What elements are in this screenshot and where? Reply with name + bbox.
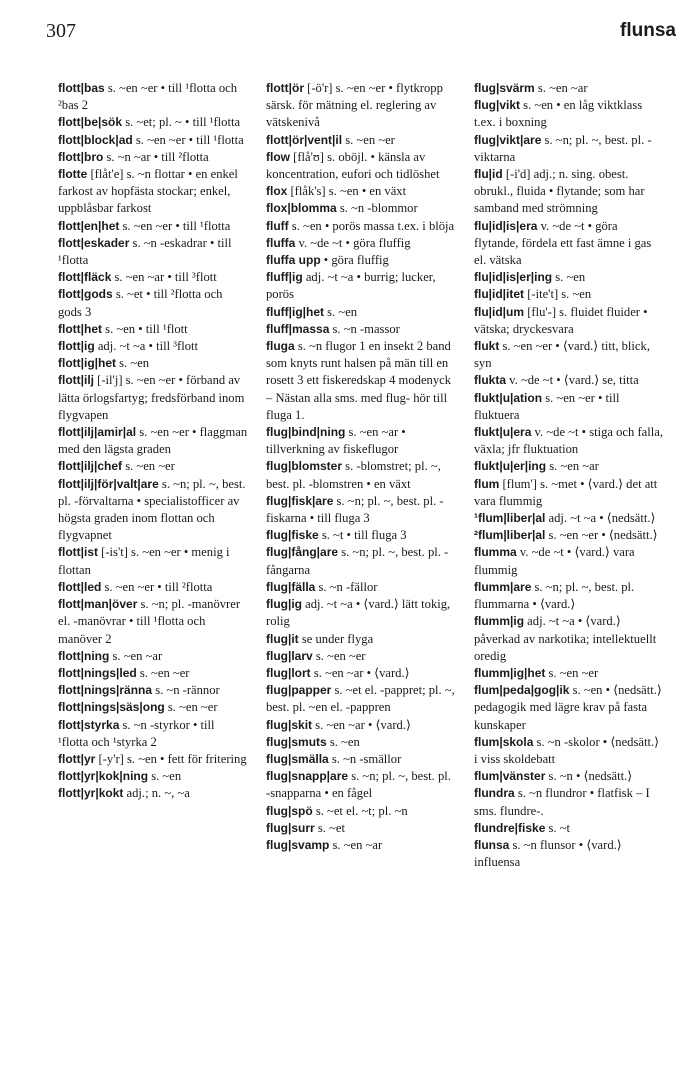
entry-definition: s. ~en ~ar • ⟨vard.⟩ — [310, 665, 410, 680]
entry-headword: flug|blomster — [266, 459, 343, 474]
dictionary-entry — [58, 372, 248, 424]
dictionary-entry — [266, 665, 456, 682]
entry-headword: flukt|u|er|ing — [474, 459, 547, 474]
entry-definition: s. ~et el. ~t; pl. ~n — [312, 803, 408, 818]
entry-headword: flott|ilj|för|valt|are — [58, 476, 159, 491]
entry-definition: s. ~et; pl. ~ • till ¹flotta — [122, 115, 241, 130]
entry-headword: flug|surr — [266, 820, 315, 835]
entry-headword: flug|smälla — [266, 751, 329, 766]
entry-headword: flott|ilj|amir|al — [58, 425, 137, 440]
entry-definition: s. ~et — [314, 820, 345, 835]
entry-definition: s. ~en ~er — [342, 132, 395, 147]
dictionary-entry — [58, 114, 248, 131]
dictionary-entry — [58, 132, 248, 149]
dictionary-entry — [58, 218, 248, 235]
entry-headword: flott|ig|het — [58, 356, 117, 371]
entry-definition: [-il'j] s. ~en ~er • förband av lätta örlogsfartyg; fredsförband inom flygvapen — [58, 373, 245, 422]
column-left — [58, 80, 248, 871]
dictionary-entry — [474, 613, 664, 665]
entry-headword: flott|ist — [58, 545, 99, 560]
dictionary-entry — [58, 355, 248, 372]
entry-definition: s. ~en • till ¹flott — [102, 321, 188, 336]
dictionary-entry — [266, 424, 456, 458]
entry-definition: s. ~n -massor — [329, 321, 400, 336]
entry-headword: flumma — [474, 545, 517, 560]
entry-definition: adj. ~t ~a • till ³flott — [94, 339, 198, 354]
entry-definition: s. ~en ~ar • tillverkning av fiskeflugor — [266, 425, 406, 457]
entry-definition: s. ~t • till fluga 3 — [318, 528, 407, 543]
entry-definition: [-is't] s. ~en ~er • menig i flottan — [58, 545, 230, 577]
entry-headword: flott|ig — [58, 339, 95, 354]
dictionary-entry — [474, 372, 664, 389]
entry-definition: s. ~en ~er • till ¹flotta — [132, 132, 244, 147]
entry-definition: adj. ~t ~a • ⟨vard.⟩ påverkad av narkotika; intellektuellt oredig — [474, 614, 657, 663]
entry-headword: flum|vänster — [474, 769, 546, 784]
dictionary-entry — [474, 338, 664, 372]
entry-headword: flott|gods — [58, 287, 113, 302]
dictionary-entry — [58, 648, 248, 665]
entry-definition: se under flyga — [298, 631, 374, 646]
entry-headword: flott|yr|kok|ning — [58, 769, 149, 784]
entry-headword: flug|vikt|are — [474, 132, 542, 147]
dictionary-entry — [266, 837, 456, 854]
entry-headword: flott|led — [58, 579, 102, 594]
dictionary-entry — [266, 544, 456, 578]
dictionary-entry — [58, 321, 248, 338]
entry-headword: flumm|are — [474, 579, 532, 594]
entry-headword: flu|id|is|era — [474, 218, 538, 233]
entry-headword: flundre|fiske — [474, 820, 546, 835]
entry-definition: adj. ~t ~a • burrig; lucker, porös — [266, 270, 436, 302]
entry-definition: [flu'-] s. fluidet fluider • vätska; dryckesvara — [474, 304, 648, 336]
dictionary-entry — [266, 235, 456, 252]
dictionary-entry — [474, 665, 664, 682]
entry-definition: s. ~n flugor 1 en insekt 2 band som knyts runt halsen på män till en rosett 3 ett fiskeredskap 4 modenyck – Nästan alla sms. med flug- hör till fluga 1. — [266, 339, 452, 422]
entry-headword: flug|papper — [266, 683, 332, 698]
dictionary-entry — [266, 682, 456, 716]
entry-headword: flott|yr — [58, 751, 96, 766]
dictionary-entry — [266, 149, 456, 183]
entry-headword: flukt|u|ation — [474, 390, 543, 405]
dictionary-entry — [58, 476, 248, 545]
entry-definition: s. ~en ~ar • ⟨vard.⟩ — [312, 717, 411, 732]
entry-definition: s. ~en ~er • ⟨nedsätt.⟩ — [545, 528, 658, 543]
entry-headword: flum|skola — [474, 734, 534, 749]
dictionary-entry — [474, 837, 664, 871]
entry-definition: [-ite't] s. ~en — [524, 287, 592, 302]
dictionary-entry — [266, 803, 456, 820]
entry-definition: s. ~n ~ar • till ²flotta — [103, 149, 209, 164]
entry-definition: s. ~en ~er • till ²flotta — [101, 579, 213, 594]
entry-headword: flotte — [58, 167, 88, 182]
dictionary-entry — [58, 286, 248, 320]
dictionary-entry — [266, 304, 456, 321]
dictionary-entry — [474, 218, 664, 270]
entry-headword: flumm|ig|het — [474, 665, 546, 680]
entry-headword: flu|id|um — [474, 304, 525, 319]
entry-headword: ²flum|liber|al — [474, 528, 546, 543]
entry-definition: s. ~n flundror • flatfisk – I sms. flundre-. — [474, 786, 650, 818]
dictionary-entry — [474, 304, 664, 338]
entry-definition: s. ~en ~er • ⟨vard.⟩ titt, blick, syn — [474, 339, 650, 371]
dictionary-entry — [474, 785, 664, 819]
page-number: 307 — [46, 20, 76, 42]
entry-headword: flug|svärm — [474, 81, 535, 95]
entry-headword: flukt — [474, 339, 500, 354]
dictionary-entry — [58, 665, 248, 682]
entry-definition: s. ~n -skolor • ⟨nedsätt.⟩ i viss skoldebatt — [474, 734, 660, 766]
entry-headword: flott|en|het — [58, 218, 120, 233]
dictionary-entry — [474, 768, 664, 785]
entry-headword: fluffa upp — [266, 253, 321, 268]
entry-headword: flug|skit — [266, 717, 313, 732]
entry-definition: s. ~n -blommor — [336, 201, 418, 216]
entry-headword: flug|vikt — [474, 98, 521, 113]
entry-definition: s. ~en ~ar — [109, 648, 163, 663]
entry-headword: fluff|ig|het — [266, 304, 325, 319]
entry-headword: flott|nings|säs|ong — [58, 700, 165, 715]
entry-definition: s. ~n; pl. ~, best. pl. flummarna • ⟨vard.⟩ — [474, 579, 635, 612]
dictionary-entry — [474, 132, 664, 166]
entry-definition: [flåt'e] s. ~n flottar • en enkel farkost av hopfästa stockar; enkel, uppblåsbar farkost — [58, 167, 238, 216]
dictionary-entry — [266, 338, 456, 424]
entry-headword: flug|ig — [266, 597, 303, 612]
column-right — [474, 80, 664, 871]
entry-definition: s. ~en ~er — [136, 665, 190, 680]
dictionary-entry — [474, 544, 664, 578]
dictionary-entry — [474, 424, 664, 458]
entry-headword: flott|eskader — [58, 235, 130, 250]
entry-headword: flott|nings|led — [58, 665, 137, 680]
entry-headword: fluffa — [266, 235, 296, 250]
dictionary-entry — [58, 785, 248, 802]
dictionary-entry — [58, 166, 248, 218]
entry-definition: s. ~en ~er — [164, 700, 218, 715]
dictionary-entry — [474, 390, 664, 424]
dictionary-entry — [474, 527, 664, 544]
dictionary-entry — [474, 579, 664, 613]
dictionary-entry — [266, 648, 456, 665]
dictionary-entry — [474, 682, 664, 734]
entry-definition: s. ~en • ⟨nedsätt.⟩ pedagogik med lägre krav på fasta kunskaper — [474, 683, 662, 732]
entry-headword: flum — [474, 476, 500, 491]
entry-headword: flott|het — [58, 321, 103, 336]
entry-headword: flug|larv — [266, 648, 313, 663]
entry-definition: s. ~en — [552, 270, 586, 285]
entry-definition: adj.; n. ~, ~a — [123, 786, 190, 801]
dictionary-entry — [266, 252, 456, 269]
dictionary-entry — [474, 510, 664, 527]
entry-headword: flukta — [474, 373, 507, 388]
entry-headword: flott|man|över — [58, 597, 138, 612]
entry-definition: v. ~de ~t • göra fluffig — [295, 235, 411, 250]
dictionary-entry — [474, 80, 664, 97]
dictionary-entry — [58, 579, 248, 596]
dictionary-entry — [266, 751, 456, 768]
entry-headword: flug|smuts — [266, 734, 327, 749]
dictionary-entry — [474, 97, 664, 131]
entry-headword: flug|fisk|are — [266, 493, 334, 508]
dictionary-entry — [58, 682, 248, 699]
dictionary-entry — [266, 768, 456, 802]
dictionary-entry — [474, 269, 664, 286]
dictionary-entry — [266, 596, 456, 630]
entry-definition: s. ~n -fällor — [315, 579, 378, 594]
entry-definition: • göra fluffig — [320, 253, 389, 268]
entry-definition: s. ~n -styrkor • till ¹flotta och ¹styrka 2 — [58, 717, 215, 749]
entry-headword: flug|spö — [266, 803, 313, 818]
entry-definition: s. ~en — [324, 304, 358, 319]
entry-definition: s. ~en — [148, 769, 182, 784]
entry-definition: [-i'd] adj.; n. sing. obest. obrukl., fluida • flytande; som har samband med strömning — [474, 167, 645, 216]
entry-headword: flox — [266, 184, 288, 199]
dictionary-entry — [266, 820, 456, 837]
dictionary-entry — [58, 768, 248, 785]
entry-headword: flunsa — [474, 837, 510, 852]
entry-headword: flott|ilj|chef — [58, 459, 123, 474]
entry-definition: s. ~en — [116, 356, 150, 371]
entry-headword: flu|id — [474, 167, 503, 182]
entry-definition: [flum'] s. ~met • ⟨vard.⟩ det att vara flummig — [474, 476, 658, 508]
entry-definition: s. ~n; pl. ~, best. pl. -fiskarna • till fluga 3 — [266, 493, 444, 526]
entry-headword: flug|fång|are — [266, 545, 339, 560]
entry-definition: s. ~n; pl. ~, best. pl. -fångarna — [266, 545, 449, 577]
entry-definition: [flå'ʊ] s. oböjl. • känsla av koncentration, eufori och tidlöshet — [266, 149, 440, 182]
entry-headword: flott|ör — [266, 81, 305, 95]
dictionary-entry — [58, 699, 248, 716]
entry-headword: flott|styrka — [58, 717, 120, 732]
entry-headword: flox|blomma — [266, 201, 337, 216]
dictionary-entry — [474, 734, 664, 768]
entry-definition: s. ~n; pl. ~, best. pl. -snapparna • en fågel — [266, 769, 451, 801]
entry-definition: s. ~en ~er — [122, 459, 175, 474]
dictionary-entry — [266, 734, 456, 751]
entry-definition: s. ~en ~er • till ¹flotta — [119, 218, 231, 233]
dictionary-entry — [58, 269, 248, 286]
entry-definition: v. ~de ~t • stiga och falla, växla; jfr fluktuation — [474, 425, 663, 457]
entry-definition: v. ~de ~t • göra flytande, fördela ett fast ämne i gas el. vätska — [474, 218, 652, 268]
entry-definition: s. ~en ~er • till ¹flotta och ²bas 2 — [58, 81, 238, 113]
dictionary-entry — [474, 820, 664, 837]
dictionary-entry — [474, 476, 664, 510]
entry-definition: s. ~en — [326, 734, 360, 749]
entry-definition: s. ~en ~ar • till ³flott — [111, 270, 217, 285]
dictionary-entry — [58, 596, 248, 648]
entry-definition: s. ~n; pl. -manövrer el. -manövrar • till ¹flotta och manöver 2 — [58, 597, 241, 646]
running-head: flunsa — [620, 20, 676, 41]
entry-definition: s. ~n • ⟨nedsätt.⟩ — [545, 769, 633, 784]
dictionary-entry — [474, 166, 664, 218]
entry-headword: flug|snapp|are — [266, 769, 349, 784]
entry-headword: flu|id|itet — [474, 287, 525, 302]
entry-headword: flug|svamp — [266, 837, 330, 852]
dictionary-entry — [266, 183, 456, 200]
entry-headword: flott|bro — [58, 149, 104, 164]
dictionary-entry — [266, 493, 456, 527]
entry-definition: s. ~en • porös massa t.ex. i blöja — [288, 218, 455, 233]
entry-definition: s. ~en ~er • till fluktuera — [474, 390, 620, 422]
entry-definition: s. ~et • till ²flotta och gods 3 — [58, 287, 223, 319]
entry-headword: flug|fälla — [266, 579, 316, 594]
dictionary-entry — [58, 544, 248, 578]
entry-definition: [-ö'r] s. ~en ~er • flytkropp särsk. för mätning el. reglering av vätskenivå — [266, 81, 443, 130]
entry-headword: fluff — [266, 218, 289, 233]
entry-headword: flott|ning — [58, 648, 110, 663]
dictionary-entry — [58, 80, 248, 114]
entry-headword: fluff|ig — [266, 270, 303, 285]
dictionary-entry — [266, 80, 456, 132]
entry-headword: flumm|ig — [474, 614, 525, 629]
dictionary-entry — [266, 200, 456, 217]
entry-headword: ¹flum|liber|al — [474, 511, 546, 526]
entry-headword: fluff|massa — [266, 321, 330, 336]
entry-definition: s. ~n flunsor • ⟨vard.⟩ influensa — [474, 837, 622, 870]
entry-headword: flott|be|sök — [58, 115, 123, 130]
entry-headword: fluga — [266, 339, 295, 354]
entry-definition: s. ~en ~ar — [329, 837, 383, 852]
entry-definition: s. ~n -rännor — [152, 683, 220, 698]
entry-headword: flug|fiske — [266, 528, 319, 543]
dictionary-entry — [266, 579, 456, 596]
dictionary-entry — [266, 631, 456, 648]
entry-headword: flott|bas — [58, 81, 105, 95]
entry-definition: s. ~n; pl. ~, best. pl. -viktarna — [474, 132, 652, 164]
entry-definition: s. -blomstret; pl. ~, best. pl. -blomstren • en växt — [266, 459, 441, 491]
dictionary-entry — [58, 338, 248, 355]
entry-definition: v. ~de ~t • ⟨vard.⟩ vara flummig — [474, 545, 635, 577]
entry-definition: s. ~en ~er • flaggman med den lägsta graden — [58, 425, 248, 457]
entry-definition: s. ~t — [545, 820, 571, 835]
entry-headword: flu|id|is|er|ing — [474, 270, 553, 285]
entry-headword: flundra — [474, 786, 515, 801]
entry-definition: s. ~en ~er — [312, 648, 366, 663]
entry-definition: s. ~et el. -pappret; pl. ~, best. pl. ~en el. -pappren — [266, 683, 455, 715]
dictionary-entry — [58, 235, 248, 269]
entry-headword: flow — [266, 149, 290, 164]
dictionary-entry — [58, 458, 248, 475]
entry-headword: flott|yr|kokt — [58, 786, 124, 801]
entry-headword: flott|block|ad — [58, 132, 133, 147]
entry-headword: flott|fläck — [58, 270, 112, 285]
entry-headword: flott|ilj — [58, 373, 95, 388]
dictionary-entry — [266, 527, 456, 544]
entry-headword: flug|it — [266, 631, 299, 646]
entry-headword: flott|nings|ränna — [58, 683, 153, 698]
entry-headword: flott|ör|vent|il — [266, 132, 343, 147]
dictionary-entry — [474, 458, 664, 475]
entry-definition: s. ~en ~ar — [546, 459, 599, 474]
dictionary-entry — [58, 717, 248, 751]
entry-headword: flukt|u|era — [474, 425, 532, 440]
entry-headword: flum|peda|gog|ik — [474, 683, 570, 698]
entry-definition: [flåk's] s. ~en • en växt — [287, 184, 407, 199]
entry-headword: flug|bind|ning — [266, 425, 346, 440]
column-middle — [266, 80, 456, 871]
dictionary-entry — [266, 458, 456, 492]
entry-headword: flug|lort — [266, 665, 311, 680]
dictionary-columns — [58, 80, 664, 871]
dictionary-entry — [266, 218, 456, 235]
dictionary-entry — [266, 321, 456, 338]
dictionary-entry — [58, 149, 248, 166]
dictionary-entry — [266, 717, 456, 734]
entry-definition: adj. ~t ~a • ⟨vard.⟩ lätt tokig, rolig — [266, 597, 451, 629]
entry-definition: v. ~de ~t • ⟨vard.⟩ se, titta — [506, 373, 639, 388]
dictionary-entry — [474, 286, 664, 303]
dictionary-entry — [266, 132, 456, 149]
entry-definition: adj. ~t ~a • ⟨nedsätt.⟩ — [545, 511, 656, 526]
entry-definition: s. ~en • en låg viktklass t.ex. i boxning — [474, 98, 643, 130]
entry-definition: s. ~n -smällor — [328, 751, 402, 766]
entry-definition: [-y'r] s. ~en • fett för fritering — [95, 751, 247, 766]
dictionary-entry — [58, 424, 248, 458]
dictionary-entry — [266, 269, 456, 303]
entry-definition: s. ~n; pl. ~, best. pl. -förvaltarna • specialistofficer av högsta graden inom flottan och flygvapnet — [58, 476, 246, 543]
entry-definition: s. ~en ~er — [545, 665, 599, 680]
entry-definition: s. ~n -eskadrar • till ¹flotta — [58, 235, 232, 268]
dictionary-entry — [58, 751, 248, 768]
entry-definition: s. ~en ~ar — [534, 81, 588, 95]
